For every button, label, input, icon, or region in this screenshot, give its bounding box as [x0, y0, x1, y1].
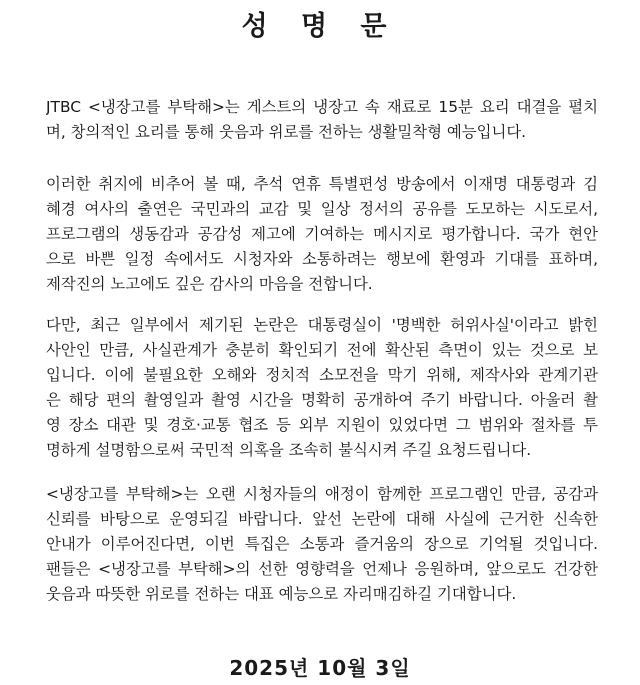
paragraph-line: 명하게 설명함으로써 국민적 의혹을 조속히 불식시켜 주길 요청드립니다.	[46, 441, 532, 459]
paragraph-line: 입니다. 이에 불필요한 오해와 정치적 소모전을 막기 위해, 제작사와 관계기관	[46, 366, 598, 384]
paragraph-line: 제작진의 노고에도 깊은 감사의 마음을 전합니다.	[46, 275, 373, 293]
paragraph-line: 으로 바쁜 일정 속에서도 시청자와 소통하려는 행보에 환영과 기대를 표하며,	[46, 250, 598, 268]
paragraph-line: 팬들은 <냉장고를 부탁해>의 선한 영향력을 언제나 응원하며, 앞으로도 건강한	[46, 560, 598, 578]
paragraph-line: 혜경 여사의 출연은 국민과의 교감 및 일상 정서의 공유를 도모하는 시도로서,	[46, 200, 598, 218]
paragraph-line: 안내가 이루어진다면, 이번 특집은 소통과 즐거움의 장으로 기억될 것입니다.	[46, 535, 598, 553]
paragraph-line: 사안인 만큼, 사실관계가 충분히 확인되기 전에 확산된 측면이 있는 것으로 보	[46, 341, 598, 359]
paragraph-4	[46, 482, 598, 607]
paragraph-3	[46, 313, 598, 463]
paragraph-line: 프로그램의 생동감과 공감성 제고에 기여하는 메시지로 평가합니다. 국가 현안	[46, 225, 598, 243]
paragraph-line: 다만, 최근 일부에서 제기된 논란은 대통령실이 '명백한 허위사실'이라고 밝힌	[46, 316, 598, 334]
document-title: 성 명 문	[241, 11, 399, 42]
paragraph-line: 웃음과 따뜻한 위로를 전하는 대표 예능으로 자리매김하길 기대합니다.	[46, 585, 517, 603]
statement-date: 2025년 10월 3일	[229, 656, 411, 680]
paragraph-2	[46, 172, 598, 297]
paragraph-line: 은 해당 편의 촬영일과 촬영 시간을 명확히 공개하여 주기 바랍니다. 아울러 촬	[46, 391, 598, 409]
paragraph-line: 이러한 취지에 비추어 볼 때, 추석 연휴 특별편성 방송에서 이재명 대통령과 김	[46, 175, 598, 193]
paragraph-line: 영 장소 대관 및 경호·교통 협조 등 외부 지원이 있었다면 그 범위와 절차를 투	[46, 416, 598, 434]
paragraph-line: 며, 창의적인 요리를 통해 웃음과 위로를 전하는 생활밀착형 예능입니다.	[46, 123, 527, 141]
paragraph-line: 신뢰를 바탕으로 운영되길 바랍니다. 앞선 논란에 대해 사실에 근거한 신속한	[46, 510, 598, 528]
paragraph-line: JTBC <냉장고를 부탁해>는 게스트의 냉장고 속 재료로 15분 요리 대결을 펼치	[46, 98, 598, 116]
paragraph-1	[46, 95, 598, 145]
paragraph-line: <냉장고를 부탁해>는 오랜 시청자들의 애정이 함께한 프로그램인 만큼, 공감과	[46, 485, 598, 503]
